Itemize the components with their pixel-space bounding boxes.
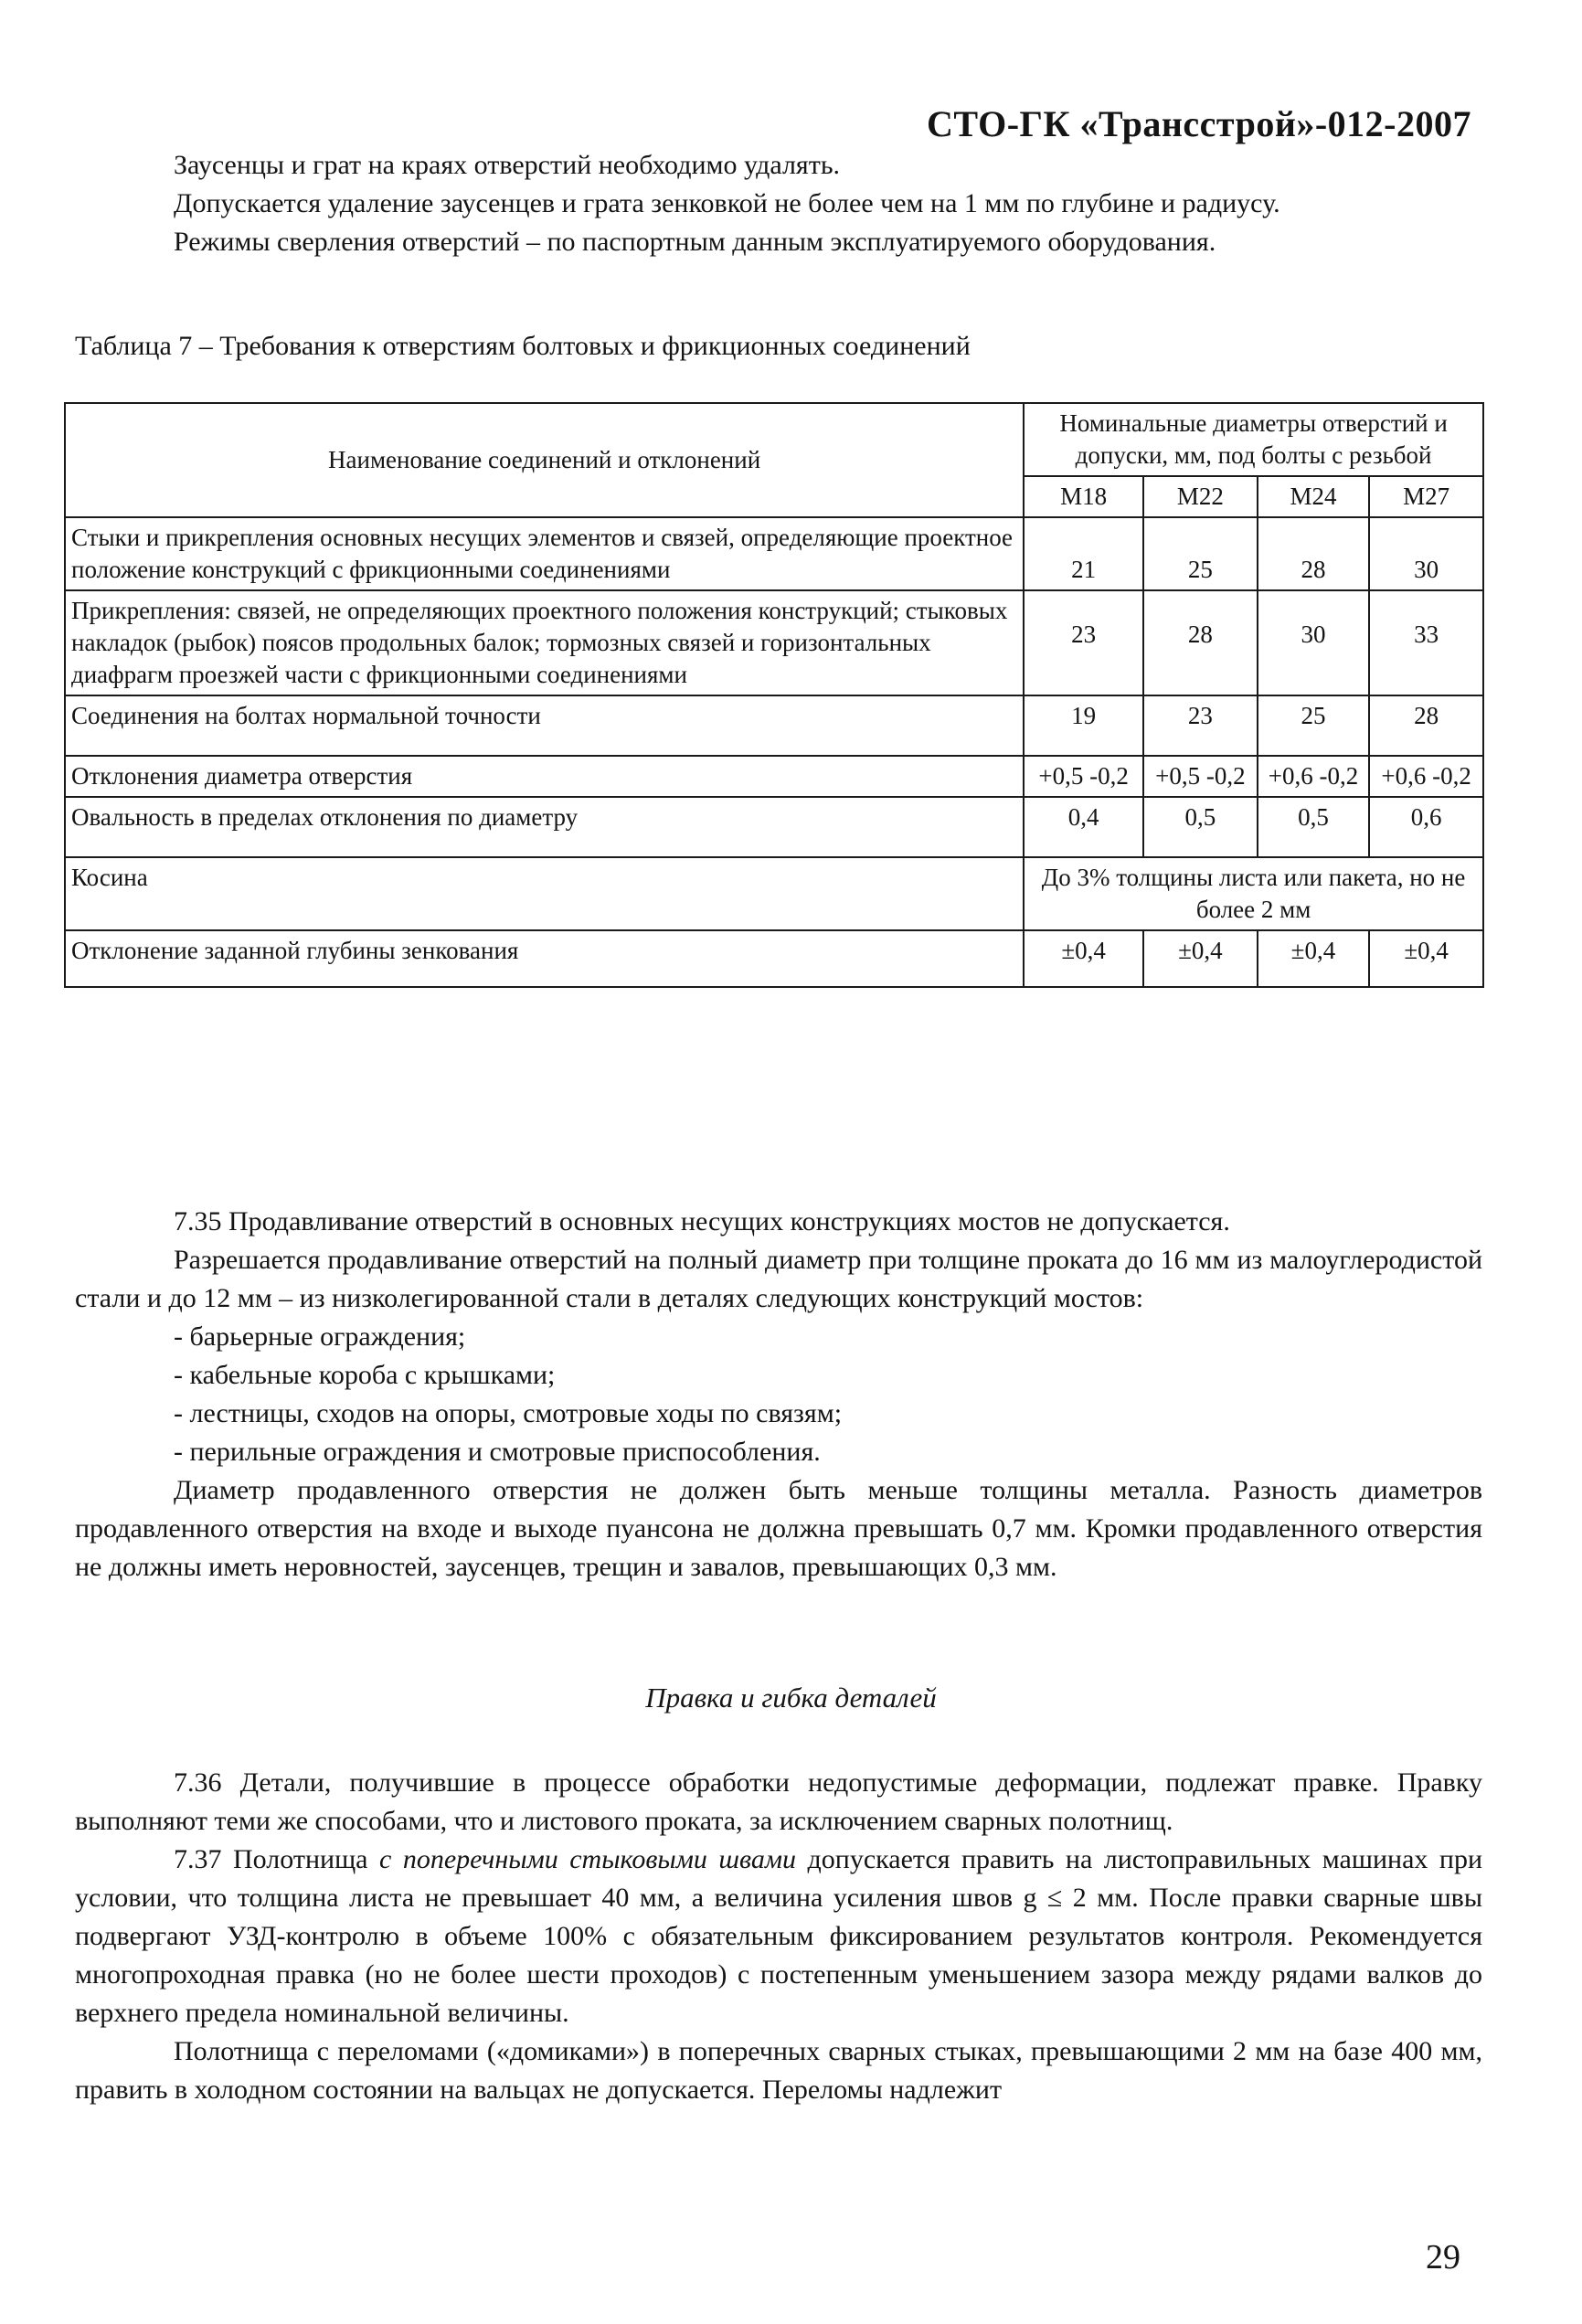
cell-value: 28 [1369, 695, 1483, 756]
paragraph-7-37 [75, 1841, 1482, 2032]
hole-requirements-table [64, 402, 1484, 988]
bolt-size-m22: М22 [1143, 476, 1258, 517]
cell-value: 0,5 [1143, 797, 1258, 857]
cell-value: +0,5 -0,2 [1024, 756, 1143, 797]
paragraph-fractures: Полотнища с переломами («домиками») в поперечных сварных стыках, превышающими 2 мм на базе 400 мм, править в холодном состоянии на вальцах не допускается. Переломы надлежит [75, 2036, 1482, 2105]
row-name: Овальность в пределах отклонения по диаметру [65, 797, 1024, 857]
section-7-35 [75, 1203, 1482, 1586]
row-name: Стыки и прикрепления основных несущих элементов и связей, определяющие проектное положение конструкций с фрикционными соединениями [65, 517, 1024, 590]
row-name: Отклонения диаметра отверстия [65, 756, 1024, 797]
cell-value: +0,6 -0,2 [1369, 756, 1483, 797]
row-name: Косина [65, 857, 1024, 930]
cell-value: 0,6 [1369, 797, 1483, 857]
cell-value: 21 [1024, 517, 1143, 590]
cell-value: ±0,4 [1024, 930, 1143, 987]
paragraph-drilling-modes: Режимы сверления отверстий – по паспортным данным эксплуатируемого оборудования. [174, 227, 1216, 257]
table-row [65, 756, 1483, 797]
cell-value: ±0,4 [1369, 930, 1483, 987]
cell-value: 23 [1143, 695, 1258, 756]
cell-value: 30 [1369, 517, 1483, 590]
paragraph-7-36: 7.36 Детали, получившие в процессе обработки недопустимые деформации, подлежат правке. Правку выполняют теми же способами, что и листового проката, за исключением сварных полотнищ. [75, 1767, 1482, 1836]
cell-value: 33 [1369, 590, 1483, 695]
section-title: Правка и гибка деталей [645, 1682, 937, 1714]
cell-value: 25 [1143, 517, 1258, 590]
bolt-size-m27: М27 [1369, 476, 1483, 517]
list-item: - перильные ограждения и смотровые приспособления. [174, 1437, 821, 1467]
cell-value: 0,5 [1258, 797, 1370, 857]
cell-value: ±0,4 [1143, 930, 1258, 987]
bolt-size-m18: М18 [1024, 476, 1143, 517]
paragraph-punched-diameter: Диаметр продавленного отверстия не должен быть меньше толщины металла. Разность диаметров продавленного отверстия на входе и выходе пуансона не должна превышать 0,7 мм. Кромки продавленного отверстия не должны иметь неровностей, заусенцев, трещин и завалов, превышающих 0,3 мм. [75, 1475, 1482, 1582]
cell-value: +0,6 -0,2 [1258, 756, 1370, 797]
row-name: Отклонение заданной глубины зенкования [65, 930, 1024, 987]
cell-value: 25 [1258, 695, 1370, 756]
cell-value: +0,5 -0,2 [1143, 756, 1258, 797]
cell-value: 0,4 [1024, 797, 1143, 857]
col-group-header: Номинальные диаметры отверстий и допуски, мм, под болты с резьбой [1024, 403, 1483, 476]
section-7-36 [75, 1764, 1482, 2109]
cell-merged-value: До 3% толщины листа или пакета, но не более 2 мм [1024, 857, 1483, 930]
row-name: Соединения на болтах нормальной точности [65, 695, 1024, 756]
table-row [65, 797, 1483, 857]
list-item: - кабельные короба с крышками; [174, 1360, 556, 1390]
cell-value: 30 [1258, 590, 1370, 695]
row-name: Прикрепления: связей, не определяющих проектного положения конструкций; стыковых накладок (рыбок) поясов продольных балок; тормозных связей и горизонтальных диафрагм проезжей части с фрикционными соединениями [65, 590, 1024, 695]
table-header-row [65, 403, 1483, 476]
table-row [65, 517, 1483, 590]
page-number: 29 [1426, 2238, 1460, 2276]
cell-value: 23 [1024, 590, 1143, 695]
table-row [65, 590, 1483, 695]
paragraph-7-35: 7.35 Продавливание отверстий в основных несущих конструкциях мостов не допускается. [174, 1206, 1230, 1236]
table-caption: Таблица 7 – Требования к отверстиям болтовых и фрикционных соединений [75, 331, 971, 361]
cell-value: 28 [1258, 517, 1370, 590]
table-row [65, 930, 1483, 987]
list-item: - лестницы, сходов на опоры, смотровые ходы по связям; [174, 1398, 843, 1428]
paragraph-7-37-rest: допускается править на листоправильных машинах при условии, что толщина листа не превышает 40 мм, а величина усиления швов g ≤ 2 мм. После правки сварные швы подвергают УЗД-контролю в объеме 100% с обязательным фиксированием результатов контроля. Рекомендуется многопроходная правка (но не более шести проходов) с постепенным уменьшением зазора между рядами валков до верхнего предела номинальной величины. [75, 1844, 1483, 2028]
col-name-header: Наименование соединений и отклонений [65, 403, 1024, 517]
paragraph-burrs: Заусенцы и грат на краях отверстий необходимо удалять. [174, 150, 841, 180]
paragraph-7-37-start: 7.37 Полотнища [174, 1844, 379, 1874]
cell-value: 28 [1143, 590, 1258, 695]
paragraph-7-37-italic: с поперечными стыковыми швами [379, 1844, 797, 1874]
paragraph-punching-allowed: Разрешается продавливание отверстий на полный диаметр при толщине проката до 16 мм из малоуглеродистой стали и до 12 мм – из низколегированной стали в деталях следующих конструкций мостов: [75, 1245, 1482, 1313]
table-row [65, 695, 1483, 756]
cell-value: 19 [1024, 695, 1143, 756]
list-item: - барьерные ограждения; [174, 1321, 466, 1352]
bolt-size-m24: М24 [1258, 476, 1370, 517]
table-row [65, 857, 1483, 930]
paragraph-countersink: Допускается удаление заусенцев и грата зенковкой не более чем на 1 мм по глубине и радиусу. [174, 188, 1280, 218]
intro-block [75, 146, 1482, 261]
cell-value: ±0,4 [1258, 930, 1370, 987]
document-code-header: СТО-ГК «Трансстрой»-012-2007 [927, 103, 1471, 144]
